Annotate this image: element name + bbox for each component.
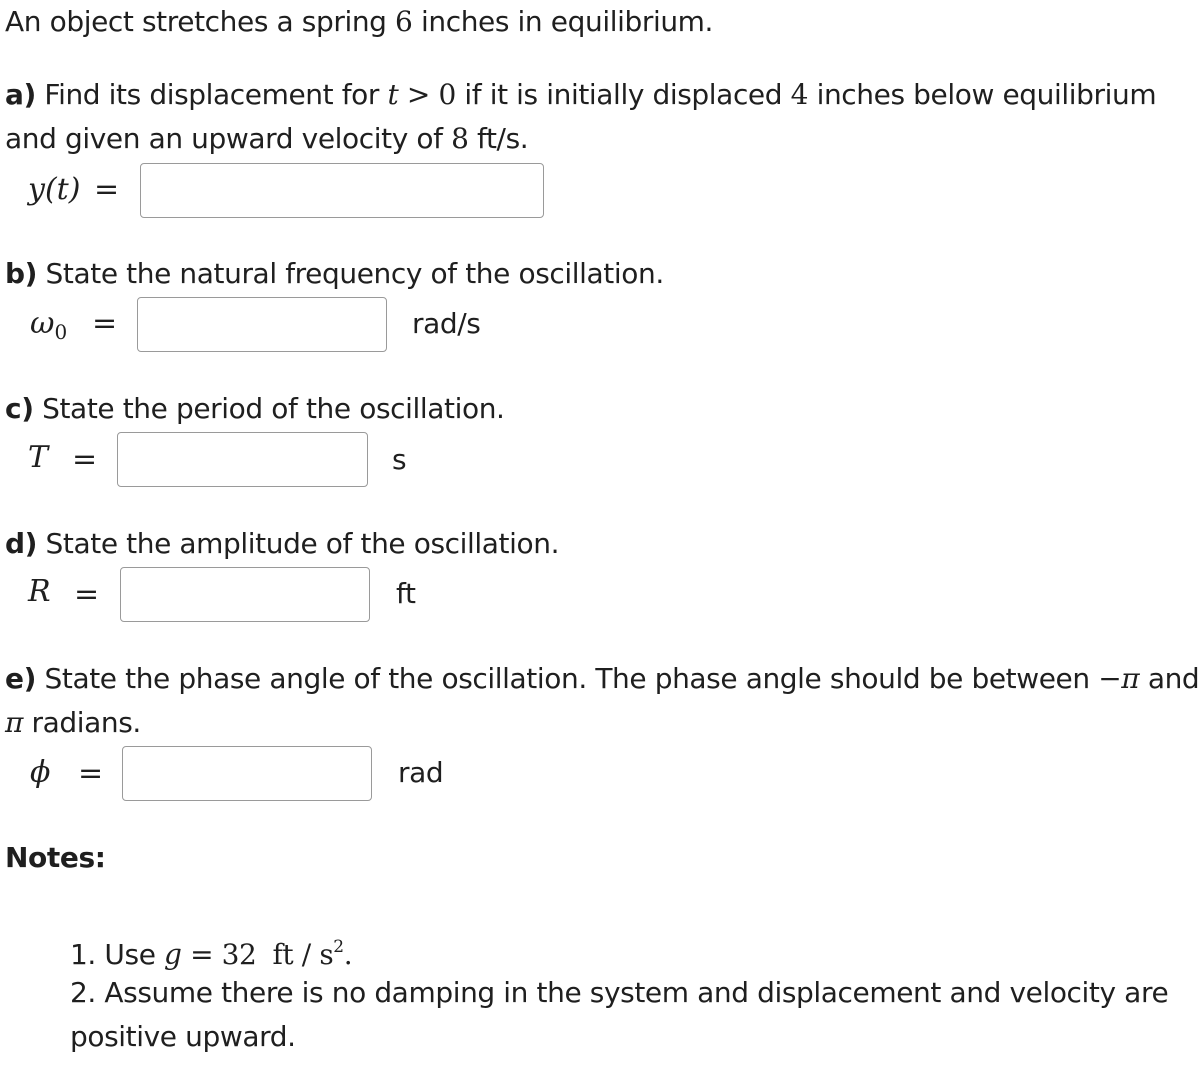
part-d-symbol: R: [28, 574, 51, 609]
part-d-answer-input[interactable]: [120, 567, 370, 622]
notes-item1-prefix: 1. Use: [70, 938, 165, 971]
part-e-question-line2: [5, 701, 141, 745]
part-a-var-t: t: [387, 78, 399, 111]
part-c-unit: s: [392, 443, 407, 476]
part-a-zero: 0: [438, 78, 456, 111]
part-b-symbol: [30, 304, 67, 352]
intro-text: [5, 0, 713, 44]
part-a-label: a): [5, 78, 36, 111]
notes-heading: Notes:: [5, 841, 106, 874]
part-a-text2: if it is initially displaced: [455, 78, 791, 111]
part-a-equals: =: [94, 172, 120, 207]
part-d-unit: ft: [396, 577, 416, 610]
part-b-unit: rad/s: [412, 307, 481, 340]
part-c-equals: =: [72, 442, 98, 477]
notes-item1-value: 32: [221, 938, 257, 971]
notes-item1-var: g: [164, 938, 182, 971]
part-d-question: [5, 522, 559, 566]
part-a-question-line1: [5, 73, 1156, 117]
part-e-text1: State the phase angle of the oscillation. The phase angle should be between: [36, 662, 1099, 695]
part-a-op: >: [398, 78, 439, 111]
part-e-answer-input[interactable]: [122, 746, 372, 801]
part-c-symbol: T: [28, 440, 49, 475]
part-a-line2-text2: ft/s.: [468, 122, 529, 155]
part-a-question-line2: [5, 117, 528, 161]
notes-item-2-line1: 2. Assume there is no damping in the system and displacement and velocity are: [70, 976, 1169, 1009]
part-d-label: d): [5, 527, 38, 560]
omega-symbol: ω: [30, 306, 55, 341]
part-e-label: e): [5, 662, 36, 695]
part-e-question-line1: [5, 657, 1199, 701]
part-a-text3: inches below equilibrium: [808, 78, 1157, 111]
part-c-answer-input[interactable]: [117, 432, 368, 487]
part-c-text: State the period of the oscillation.: [33, 392, 505, 425]
part-c-label: c): [5, 392, 34, 425]
notes-item-2-line2: positive upward.: [70, 1020, 296, 1053]
part-e-unit: rad: [398, 756, 444, 789]
notes-item1-eq: =: [181, 938, 222, 971]
notes-item1-unit: ft / s: [272, 938, 334, 971]
part-a-symbol: y(t): [28, 172, 81, 207]
part-a-answer-input[interactable]: [140, 163, 544, 218]
part-e-and: and: [1139, 662, 1200, 695]
part-a-line2-text1: and given an upward velocity of: [5, 122, 452, 155]
part-c-question: [5, 387, 505, 431]
notes-item1-end: .: [343, 938, 353, 971]
intro-value: 6: [395, 5, 413, 38]
intro-text-before: An object stretches a spring: [5, 5, 396, 38]
notes-item-1: [70, 925, 352, 977]
part-e-pi: π: [5, 706, 24, 739]
part-a-num4: 4: [790, 78, 809, 111]
part-d-equals: =: [74, 577, 100, 612]
intro-text-after: inches in equilibrium.: [412, 5, 714, 38]
part-d-text: State the amplitude of the oscillation.: [37, 527, 560, 560]
part-b-equals: =: [92, 306, 118, 341]
part-e-equals: =: [78, 756, 104, 791]
part-a-num8: 8: [451, 122, 469, 155]
part-b-text: State the natural frequency of the oscillation.: [37, 257, 664, 290]
part-e-symbol: ϕ: [30, 755, 51, 790]
omega-subscript: 0: [54, 320, 68, 344]
part-b-question: [5, 252, 664, 296]
part-e-text2: radians.: [23, 706, 141, 739]
part-a-text1: Find its displacement for: [35, 78, 388, 111]
notes-item1-exp: 2: [333, 937, 344, 957]
part-e-neg-pi: −π: [1098, 662, 1140, 695]
part-b-label: b): [5, 257, 38, 290]
part-b-answer-input[interactable]: [137, 297, 387, 352]
